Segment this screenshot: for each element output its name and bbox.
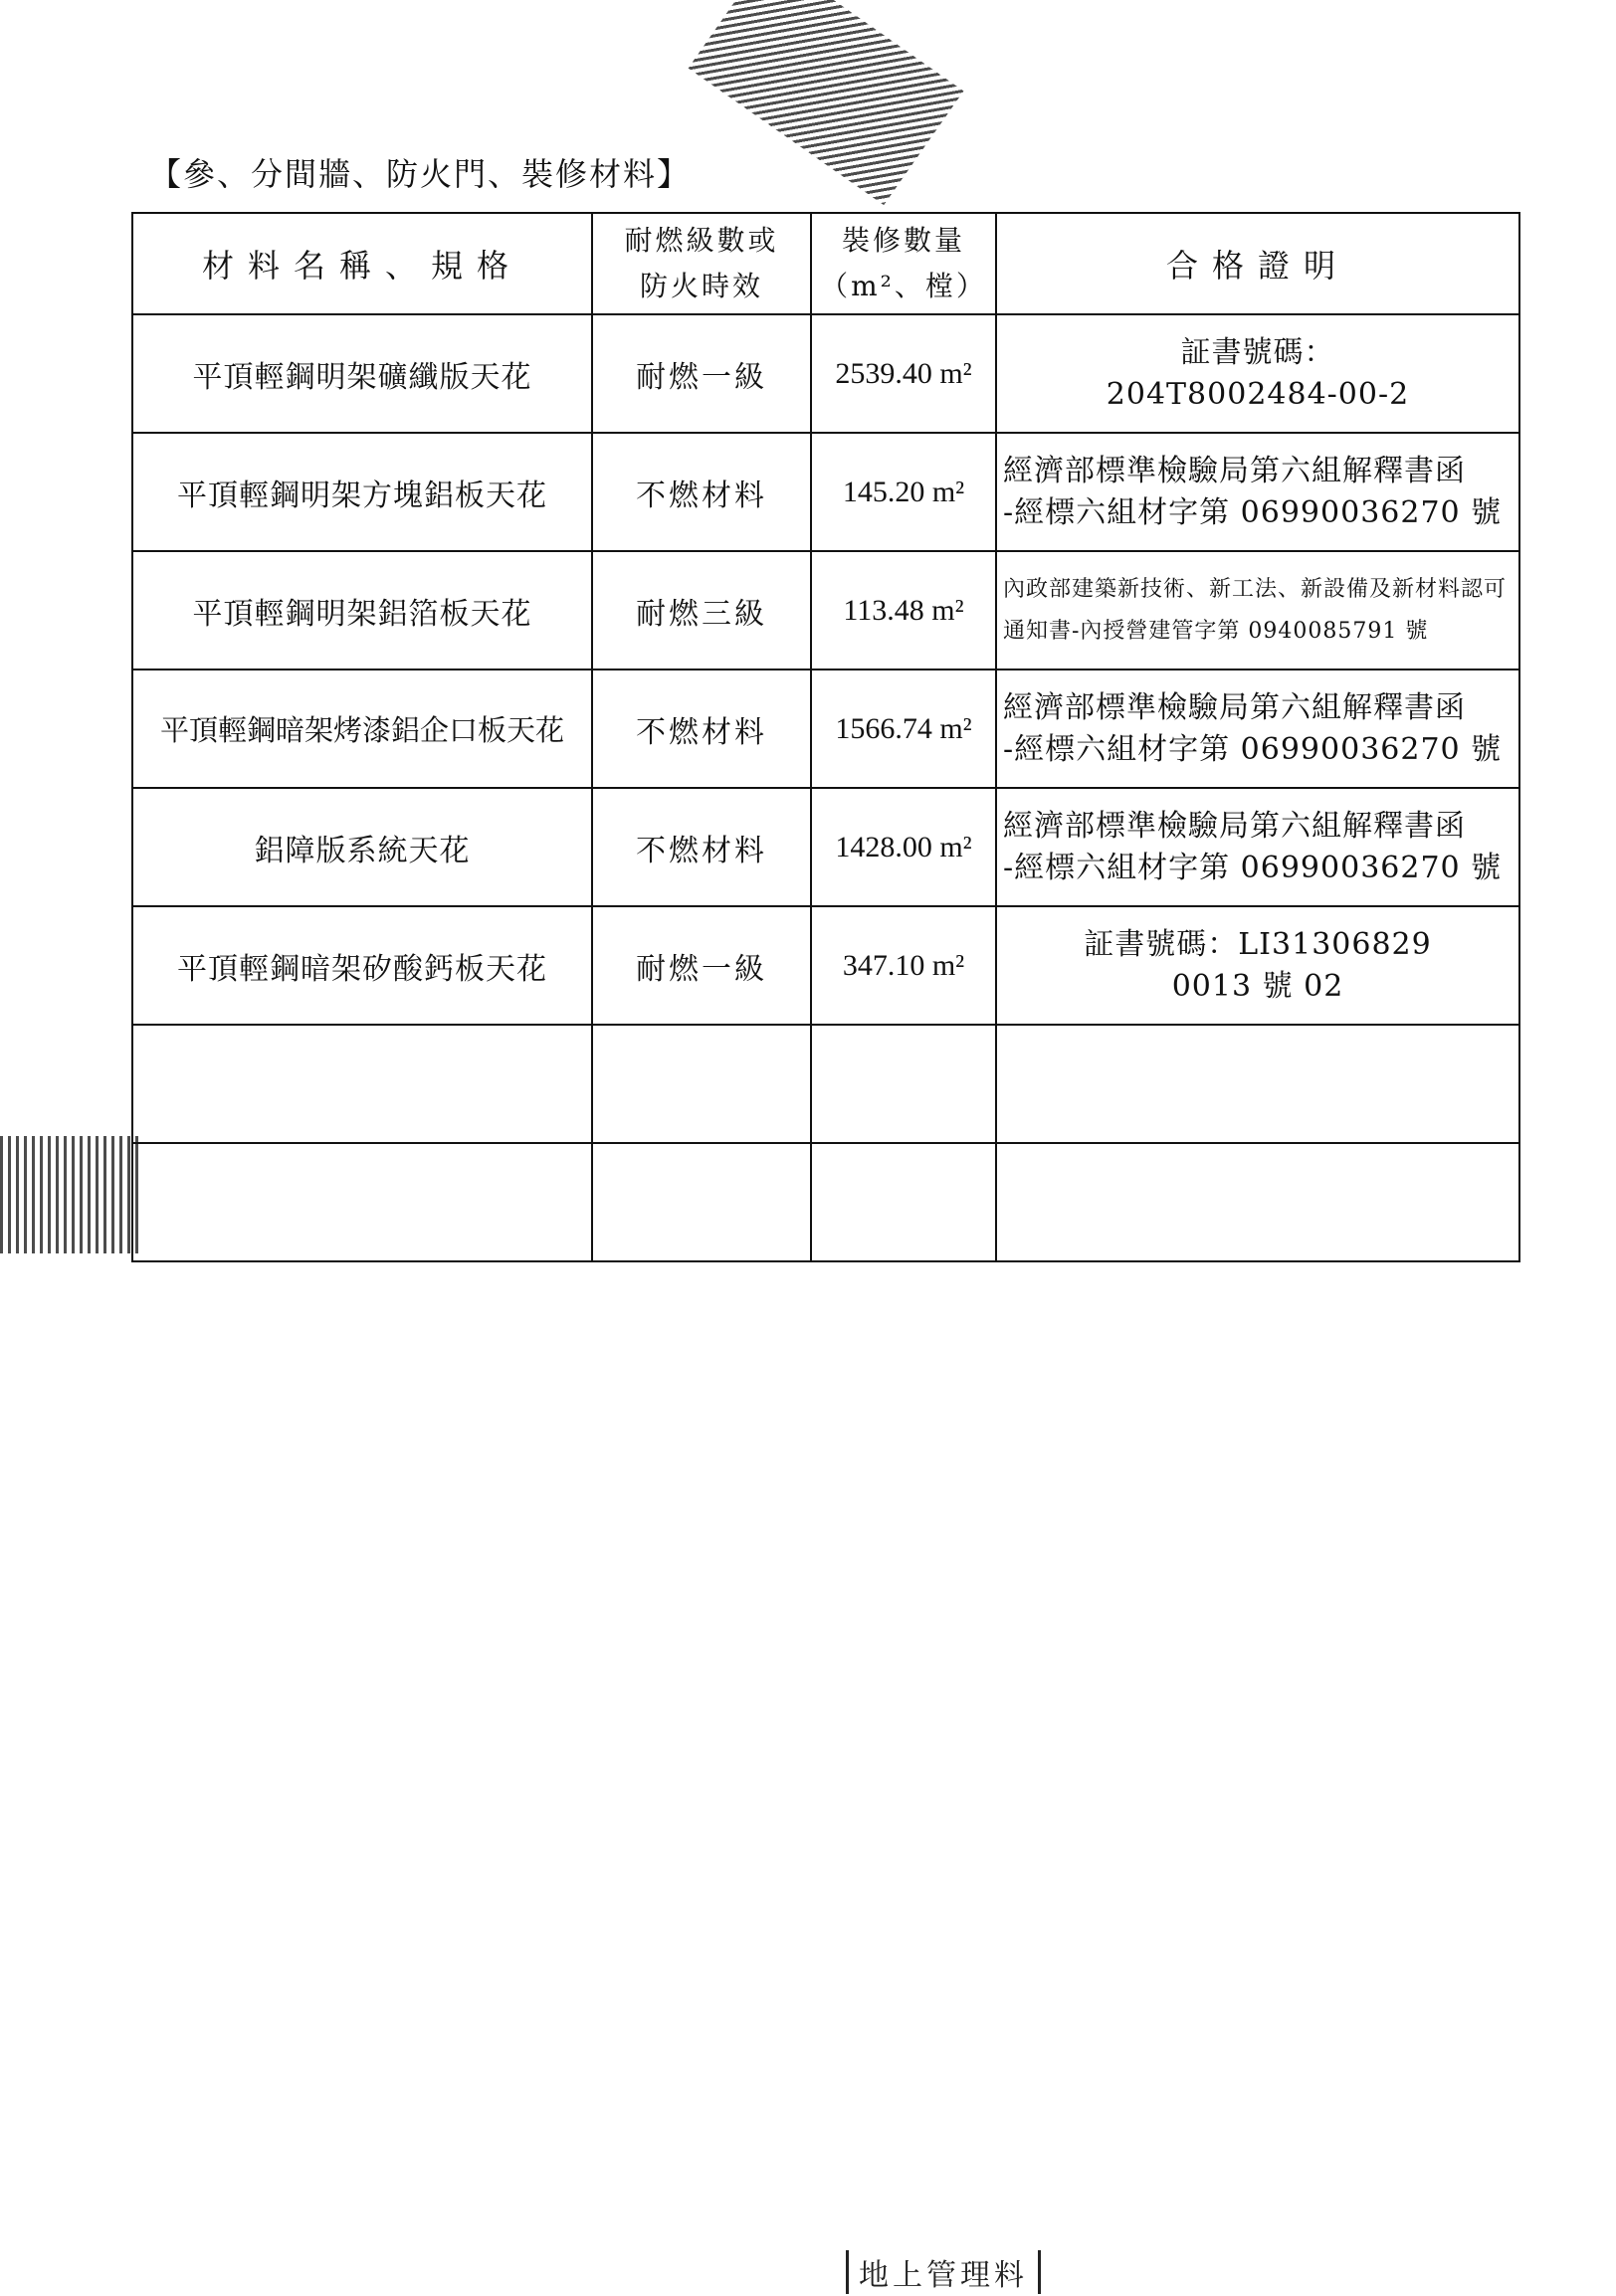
table-row <box>132 906 1519 1025</box>
seal-stamp-top <box>689 0 964 205</box>
header-certificate: 合格證明 <box>996 213 1519 314</box>
header-material-name: 材料名稱、規格 <box>132 213 592 314</box>
empty-cell <box>996 1143 1519 1261</box>
certificate: 經濟部標準檢驗局第六組解釋書函 -經標六組材字第 06990036270 號 <box>996 670 1519 788</box>
table-row <box>132 433 1519 551</box>
fire-grade: 耐燃一級 <box>592 906 811 1025</box>
material-name: 平頂輕鋼明架方塊鋁板天花 <box>132 433 592 551</box>
empty-cell <box>996 1025 1519 1143</box>
empty-cell <box>811 1143 996 1261</box>
quantity: 347.10 m² <box>811 906 996 1025</box>
material-name: 平頂輕鋼明架礦纖版天花 <box>132 314 592 433</box>
fire-grade: 耐燃三級 <box>592 551 811 670</box>
header-fire-grade: 耐燃級數或 防火時效 <box>592 213 811 314</box>
empty-cell <box>811 1025 996 1143</box>
certificate: 証書號碼：LI31306829 0013 號 02 <box>996 906 1519 1025</box>
table-row-empty <box>132 1025 1519 1143</box>
quantity: 1566.74 m² <box>811 670 996 788</box>
fire-grade: 不燃材料 <box>592 433 811 551</box>
fire-grade: 不燃材料 <box>592 788 811 906</box>
table-row <box>132 670 1519 788</box>
certificate: 經濟部標準檢驗局第六組解釋書函 -經標六組材字第 06990036270 號 <box>996 433 1519 551</box>
certificate: 証書號碼： 204T8002484-00-2 <box>996 314 1519 433</box>
material-name: 平頂輕鋼明架鋁箔板天花 <box>132 551 592 670</box>
quantity: 145.20 m² <box>811 433 996 551</box>
quantity: 113.48 m² <box>811 551 996 670</box>
materials-table <box>131 212 1520 1262</box>
quantity: 1428.00 m² <box>811 788 996 906</box>
table-row <box>132 314 1519 433</box>
table-row <box>132 788 1519 906</box>
material-name: 平頂輕鋼暗架矽酸鈣板天花 <box>132 906 592 1025</box>
certificate: 內政部建築新技術、新工法、新設備及新材料認可 通知書-內授營建管字第 0940085791 號 <box>996 551 1519 670</box>
empty-cell <box>592 1025 811 1143</box>
material-name: 平頂輕鋼暗架烤漆鋁企口板天花 <box>132 670 592 788</box>
table-header-row <box>132 213 1519 314</box>
table-row-empty <box>132 1143 1519 1261</box>
quantity: 2539.40 m² <box>811 314 996 433</box>
footer-stamp: 地上管理料 <box>846 2250 1041 2294</box>
header-quantity: 裝修數量 （m²、樘） <box>811 213 996 314</box>
fire-grade: 不燃材料 <box>592 670 811 788</box>
certificate: 經濟部標準檢驗局第六組解釋書函 -經標六組材字第 06990036270 號 <box>996 788 1519 906</box>
material-name: 鋁障版系統天花 <box>132 788 592 906</box>
table-row <box>132 551 1519 670</box>
empty-cell <box>132 1143 592 1261</box>
empty-cell <box>132 1025 592 1143</box>
seal-stamp-left <box>0 1136 141 1253</box>
empty-cell <box>592 1143 811 1261</box>
section-title: 【參、分間牆、防火門、裝修材料】 <box>149 155 692 193</box>
fire-grade: 耐燃一級 <box>592 314 811 433</box>
